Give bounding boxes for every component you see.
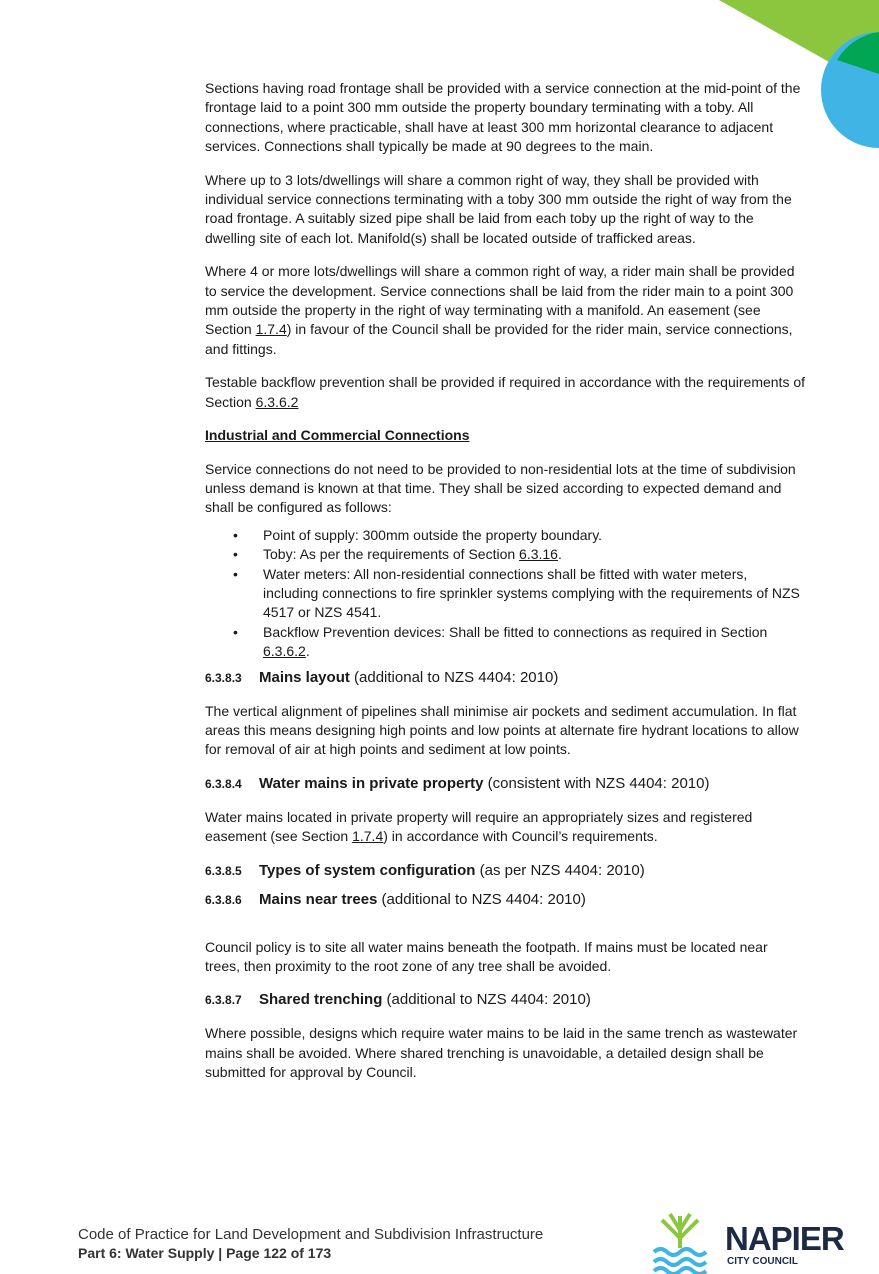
paragraph-backflow: Testable backflow prevention shall be provided if required in accordance with the requirements of Section 6.3.6.2: [205, 374, 806, 410]
industrial-commercial-heading: Industrial and Commercial Connections: [205, 427, 470, 444]
section-link[interactable]: 6.3.16: [519, 546, 558, 563]
section-link[interactable]: 6.3.6.2: [255, 393, 299, 410]
list-item: • Water meters: All non-residential connections shall be fitted with water meters, including connections to fire sprinkler systems complying with the requirements of NZS 4517 or NZS 4541.: [233, 565, 800, 621]
section-link[interactable]: 1.7.4: [352, 828, 384, 845]
section-heading-system-configuration: 6.3.8.5 Types of system configuration (as per NZS 4404: 2010): [205, 861, 645, 879]
paragraph-road-frontage: Sections having road frontage shall be provided with a service connection at the mid-point of the frontage laid to a point 300 mm outside the property boundary terminating with a toby. All connections, where practicable, shall have at least 300 mm horizontal clearance to adjacent services. Connections shall typically be made at 90 degrees to the main.: [205, 80, 801, 155]
footer-page-number: Part 6: Water Supply | Page 122 of 173: [78, 1245, 332, 1261]
paragraph-4-or-more-lots: Where 4 or more lots/dwellings will share a common right of way, a rider main shall be provided to service the development. Service connections shall be laid from the rider main to a point 300 mm outside the property in the right of way terminating with a manifold. An easement (see Section 1.7.4) in favour of the Council shall be provided for the rider main, service connections, and fittings.: [205, 263, 795, 357]
configuration-list: [205, 526, 805, 662]
section-heading-shared-trenching: 6.3.8.7 Shared trenching (additional to NZS 4404: 2010): [205, 991, 591, 1009]
section-heading-mains-near-trees: 6.3.8.6 Mains near trees (additional to NZS 4404: 2010): [205, 890, 586, 908]
section-link[interactable]: 1.7.4: [255, 321, 287, 338]
paragraph-shared-trenching: Where possible, designs which require water mains to be laid in the same trench as wastewater mains shall be avoided. Where shared trenching is unavoidable, a detailed design shall be submitted for approval by Council.: [205, 1025, 798, 1081]
paragraph-private-property: Water mains located in private property will require an appropriately sizes and registered easement (see Section 1.7.4) in accordance with Council’s requirements.: [205, 808, 753, 845]
page-footer: [78, 1225, 543, 1263]
paragraph-up-to-3-lots: Where up to 3 lots/dwellings will share a common right of way, they shall be provided with individual service connections terminating with a toby 300 mm outside the right of way from the road frontage. A suitably sized pipe shall be laid from each toby up the right of way to the dwelling site of each lot. Manifold(s) shall be located outside of trafficked areas.: [205, 171, 792, 246]
section-link[interactable]: 6.3.6.2: [263, 643, 306, 660]
list-item: • Toby: As per the requirements of Section 6.3.16.: [233, 546, 562, 563]
paragraph-service-connections: Service connections do not need to be provided to non-residential lots at the time of subdivision unless demand is known at that time. They shall be sized according to expected demand and shall be configured as follows:: [205, 460, 796, 516]
logo-subtitle: CITY COUNCIL: [727, 1256, 798, 1267]
list-item: • Backflow Prevention devices: Shall be fitted to connections as required in Section 6.3.6.2.: [233, 623, 768, 660]
paragraph-vertical-alignment: The vertical alignment of pipelines shall minimise air pockets and sediment accumulation. In flat areas this means designing high points and low points at alternate fire hydrant locations to allow for removal of air at high points and sediment at low points.: [205, 702, 799, 758]
section-heading-mains-layout: 6.3.8.3 Mains layout (additional to NZS 4404: 2010): [205, 668, 559, 686]
list-item: • Point of supply: 300mm outside the property boundary.: [233, 526, 603, 543]
paragraph-council-policy: Council policy is to site all water mains beneath the footpath. If mains must be located near trees, then proximity to the root zone of any tree shall be avoided.: [205, 938, 768, 974]
section-heading-private-property: 6.3.8.4 Water mains in private property (consistent with NZS 4404: 2010): [205, 774, 710, 792]
document-body: [205, 79, 805, 1097]
footer-document-title: Code of Practice for Land Development and Subdivision Infrastructure: [78, 1226, 544, 1243]
logo-wordmark: NAPIER: [725, 1220, 844, 1257]
